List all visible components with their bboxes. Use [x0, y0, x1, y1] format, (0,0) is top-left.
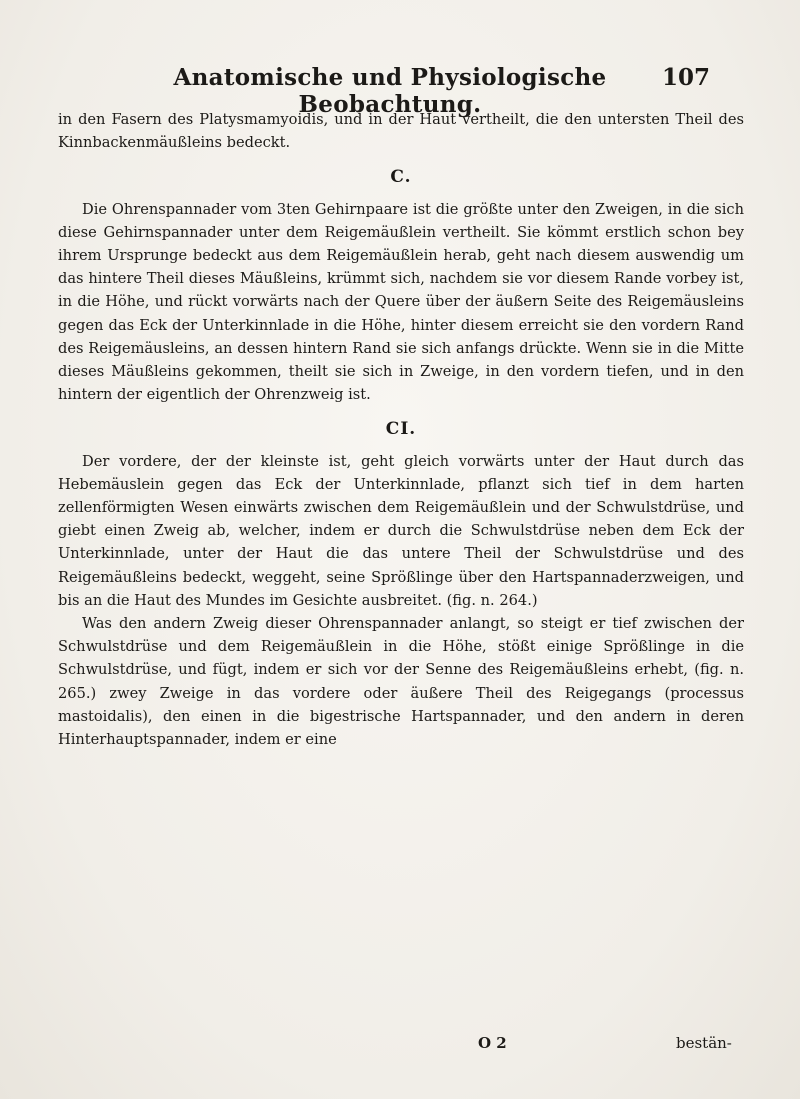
section-heading-c: C. [390, 167, 412, 188]
catchword: bestän- [676, 1034, 732, 1052]
body-text [58, 108, 744, 751]
signature-mark: O 2 [478, 1034, 507, 1052]
paragraph-ci-2: Was den andern Zweig dieser Ohrenspannader anlangt, so steigt er tief zwischen der Schwulstdrüse und dem Reigemäußlein in die Höhe, stößt einige Sprößlinge in die Schwulstdrüse, und fügt, indem er sich vor der Senne des Reigemäußleins erhebt, (fig. n. 265.) zwey Zweige in das vordere oder äußere Theil des Reigegangs (processus mastoidalis), den einen in die bigestrische Hartspannader, und den andern in deren Hinterhauptspannader, indem er eine [58, 615, 744, 749]
page-header [100, 62, 710, 118]
section-heading-ci: CI. [385, 419, 417, 440]
running-title: Anatomische und Physiologische Beobachtung. [173, 64, 607, 118]
paragraph-c: Die Ohrenspannader vom 3ten Gehirnpaare ist die größte unter den Zweigen, in die sich diese Gehirnspannader unter dem Reigemäußlein vertheilt. Sie kömmt erstlich schon bey ihrem Ursprunge bedeckt aus dem Reigemäußlein herab, geht nach diesem auswendig um das hintere Theil dieses Mäußleins, krümmt sich, nachdem sie vor diesem Rande vorbey ist, in die Höhe, und rückt vorwärts nach der Quere über der äußern Seite des Reigemäusleins gegen das Eck der Unterkinnlade in die Höhe, hinter diesem erreicht sie den vordern Rand des Reigemäusleins, an dessen hintern Rand sie sich anfangs drückte. Wenn sie in die Mitte dieses Mäußleins gekommen, theilt sie sich in Zweige, in den vordern tiefen, und in den hintern der eigentlich der Ohrenzweig ist. [58, 200, 744, 404]
paragraph-intro: in den Fasern des Platysmamyoidis, und in der Haut vertheilt, die den untersten Theil des Kinnbackenmäußleins bedeckt. [58, 111, 744, 152]
page-number: 107 [661, 64, 710, 91]
paragraph-ci-1: Der vordere, der der kleinste ist, geht gleich vorwärts unter der Haut durch das Hebemäuslein gegen das Eck der Unterkinnlade, pflanzt sich tief in dem harten zellenförmigten Wesen einwärts zwischen dem Reigemäußlein und der Schwulstdrüse, und giebt einen Zweig ab, welcher, indem er durch die Schwulstdrüse neben dem Eck der Unterkinnlade, unter der Haut die das untere Theil der Schwulstdrüse und des Reigemäußleins bedeckt, weggeht, seine Sprößlinge über den Hartspannaderzweigen, und bis an die Haut des Mundes im Gesichte ausbreitet. (fig. n. 264.) [58, 452, 744, 609]
